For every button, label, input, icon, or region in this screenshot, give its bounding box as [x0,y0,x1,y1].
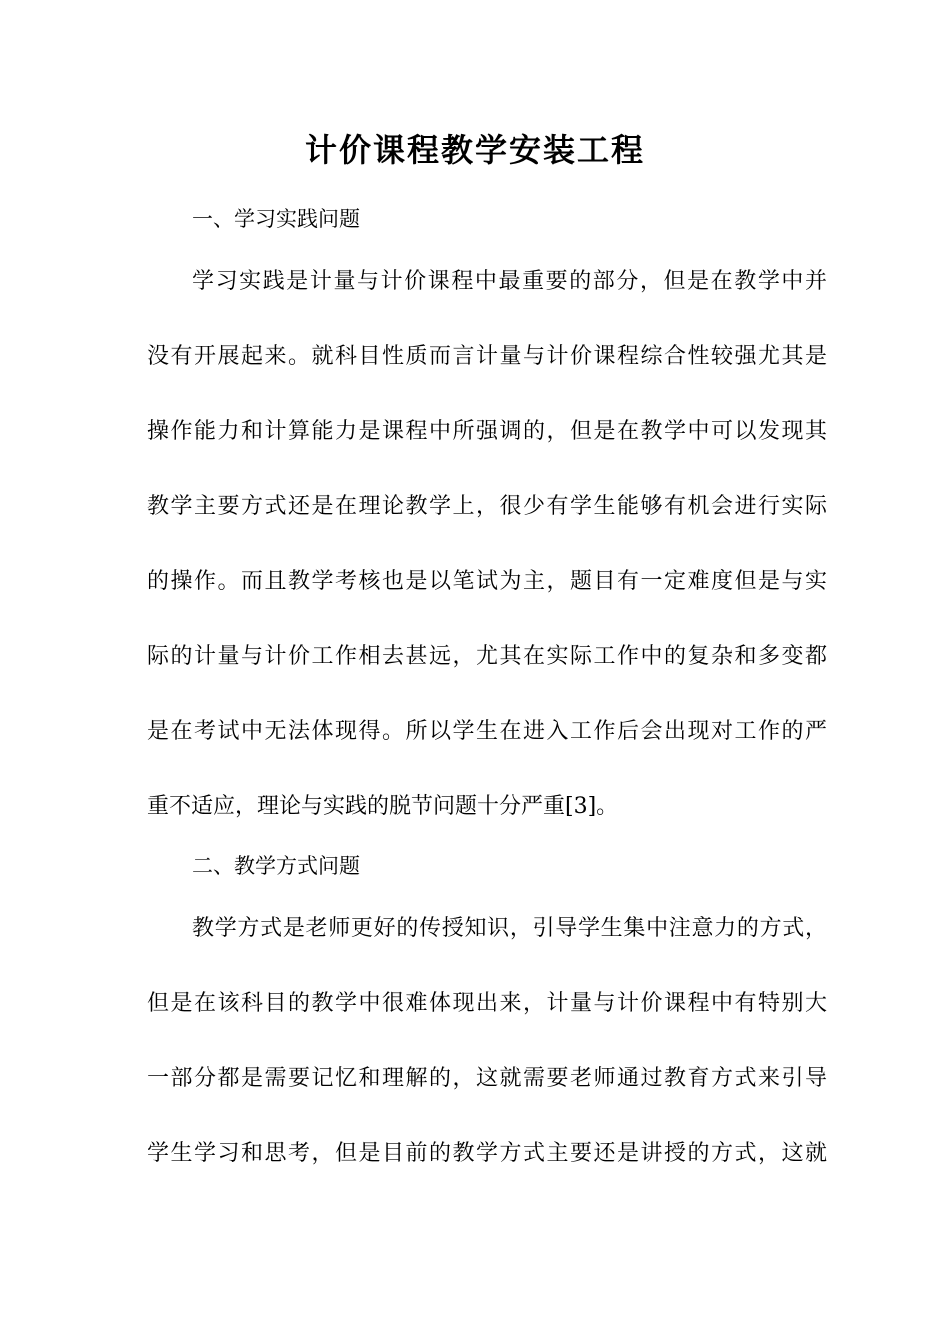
paragraph-line: 但是在该科目的教学中很难体现出来，计量与计价课程中有特别大 [147,991,827,1016]
paragraph-line: 学生学习和思考，但是目前的教学方式主要还是讲授的方式，这就 [147,1141,827,1166]
paragraph-line: 教学方式是老师更好的传授知识，引导学生集中注意力的方式， [192,916,827,941]
paragraph-line: 重不适应，理论与实践的脱节问题十分严重[3]。 [147,794,619,819]
paragraph-line: 际的计量与计价工作相去甚远，尤其在实际工作中的复杂和多变都 [147,644,827,669]
paragraph-line: 的操作。而且教学考核也是以笔试为主，题目有一定难度但是与实 [147,569,827,594]
paragraph-line: 教学主要方式还是在理论教学上，很少有学生能够有机会进行实际 [147,494,827,519]
paragraph-line: 学习实践是计量与计价课程中最重要的部分，但是在教学中并 [192,269,827,294]
paragraph-line: 操作能力和计算能力是课程中所强调的，但是在教学中可以发现其 [147,419,827,444]
paragraph-line: 没有开展起来。就科目性质而言计量与计价课程综合性较强尤其是 [147,344,827,369]
section-heading-2: 二、教学方式问题 [192,854,360,878]
paragraph-line: 是在考试中无法体现得。所以学生在进入工作后会出现对工作的严 [147,719,827,744]
section-heading-1: 一、学习实践问题 [192,207,360,231]
paragraph-line: 一部分都是需要记忆和理解的，这就需要老师通过教育方式来引导 [147,1066,827,1091]
document-title: 计价课程教学安装工程 [304,131,645,169]
